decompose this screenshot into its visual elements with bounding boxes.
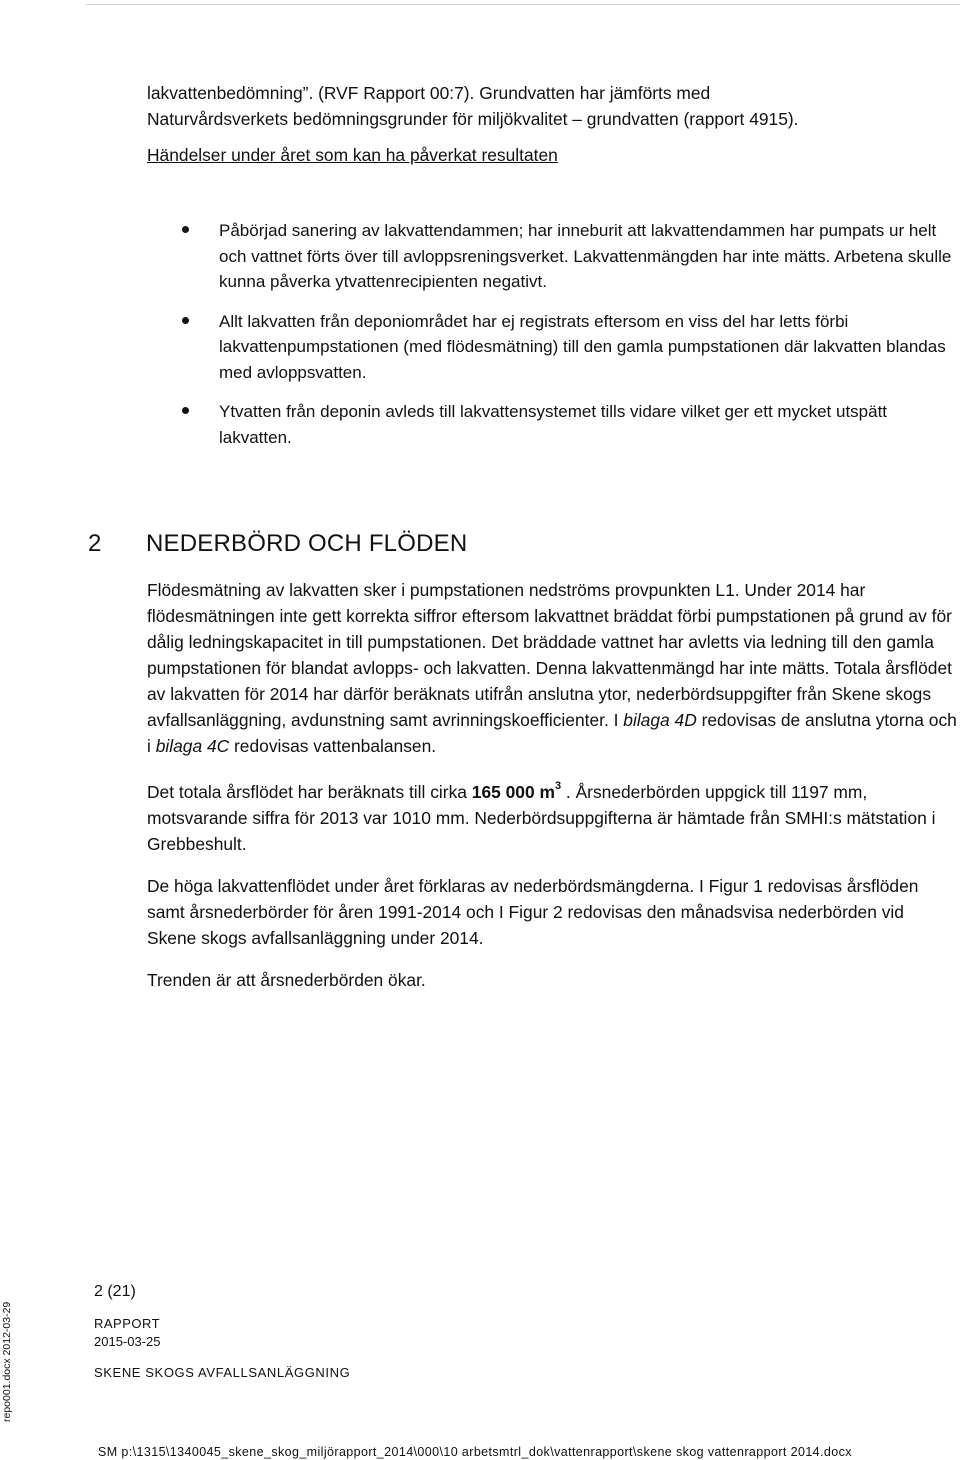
intro-line-2: Naturvårdsverkets bedömningsgrunder för miljökvalitet – grundvatten (rapport 4915). (147, 109, 799, 129)
section-heading (88, 530, 467, 558)
paragraph-text: Det totala årsflödet har beräknats till cirka (147, 781, 472, 802)
appendix-reference: bilaga 4C (155, 736, 230, 756)
body-text (147, 577, 957, 993)
unit-superscript: 3 (554, 780, 562, 792)
intro-block (147, 80, 957, 168)
section-title: NEDERBÖRD OCH FLÖDEN (146, 530, 468, 557)
paragraph-figures: De höga lakvattenflödet under året förklaras av nederbördsmängderna. I Figur 1 redovisas årsflöden samt årsnederbörder för åren 1991-2014 och I Figur 2 redovisas den månadsvisa nederbörden vid Skene skogs avfallsanläggning under 2014. (147, 875, 919, 948)
document-date: 2015-03-25 (94, 1334, 161, 1349)
list-item-text: Påbörjad sanering av lakvattendammen; har inneburit att lakvattendammen har pumpats ur helt och vattnet förts över till avloppsreningsverket. Lakvattenmängden har inte mätts. Arbetena skulle kunna påverka ytvattenrecipienten negativt. (219, 221, 952, 291)
section-number: 2 (88, 530, 102, 557)
bullet-icon (182, 317, 189, 324)
paragraph-text: Flödesmätning av lakvatten sker i pumpstationen nedströms provpunkten L1. Under 2014 har flödesmätningen inte gett korrekta siffror eftersom lakvattnet bräddat förbi pumpstationen på grund av för dålig ledningskapacitet in till pumpstationen. Det bräddade vattnet har avletts via ledning till den gamla pumpstationen för blandat avlopps- och lakvatten. Denna lakvattenmängd har inte mätts. Totala årsflödet av lakvatten för 2014 har därför beräknats utifrån anslutna ytor, nederbördsuppgifter från Skene skogs avfallsanläggning, avdunstning samt avrinningskoefficienter. I (147, 580, 952, 730)
events-list (147, 218, 959, 464)
paragraph-trend: Trenden är att årsnederbörden ökar. (147, 969, 426, 990)
list-item (147, 218, 959, 295)
list-item (147, 399, 959, 450)
file-path: SM p:\1315\1340045_skene_skog_miljörapport_2014\000\10 arbetsmtrl_dok\vattenrapport\skene skog vattenrapport 2014.docx (98, 1445, 852, 1459)
list-item-text: Allt lakvatten från deponiområdet har ej registrats eftersom en viss del har letts förbi lakvattenpumpstationen (med flödesmätning) till den gamla pumpstationen där lakvatten blandas med avloppsvatten. (219, 311, 946, 382)
client-name: SKENE SKOGS AVFALLSANLÄGGNING (94, 1365, 351, 1380)
top-rule (86, 4, 960, 5)
paragraph-annual-flow (147, 775, 957, 857)
paragraph-flow-measurement (147, 577, 957, 759)
events-heading: Händelser under året som kan ha påverkat resultaten (147, 145, 558, 165)
bullet-icon (182, 407, 189, 414)
appendix-reference: bilaga 4D (623, 710, 697, 730)
page-number: 2 (21) (94, 1283, 136, 1300)
paragraph-text: . Årsnederbörden uppgick till 1197 mm, motsvarande siffra för 2013 var 1010 mm. Nederbördsuppgifterna är hämtade från SMHI:s mätstation i Grebbeshult. (147, 781, 936, 854)
intro-line-1: lakvattenbedömning”. (RVF Rapport 00:7). Grundvatten har jämförts med (147, 83, 711, 103)
list-item-text: Ytvatten från deponin avleds till lakvattensystemet tills vidare vilket ger ett mycket utspätt lakvatten. (219, 402, 888, 447)
paragraph-text: redovisas vattenbalansen. (229, 736, 437, 756)
annual-flow-value: 165 000 m (471, 781, 555, 802)
document-type: RAPPORT (94, 1316, 161, 1331)
list-item (147, 309, 959, 386)
bullet-icon (182, 226, 189, 233)
paragraph-text: redovisas de anslutna ytorna och i (147, 710, 957, 756)
template-id: repo001.docx 2012-03-29 (1, 1301, 13, 1422)
